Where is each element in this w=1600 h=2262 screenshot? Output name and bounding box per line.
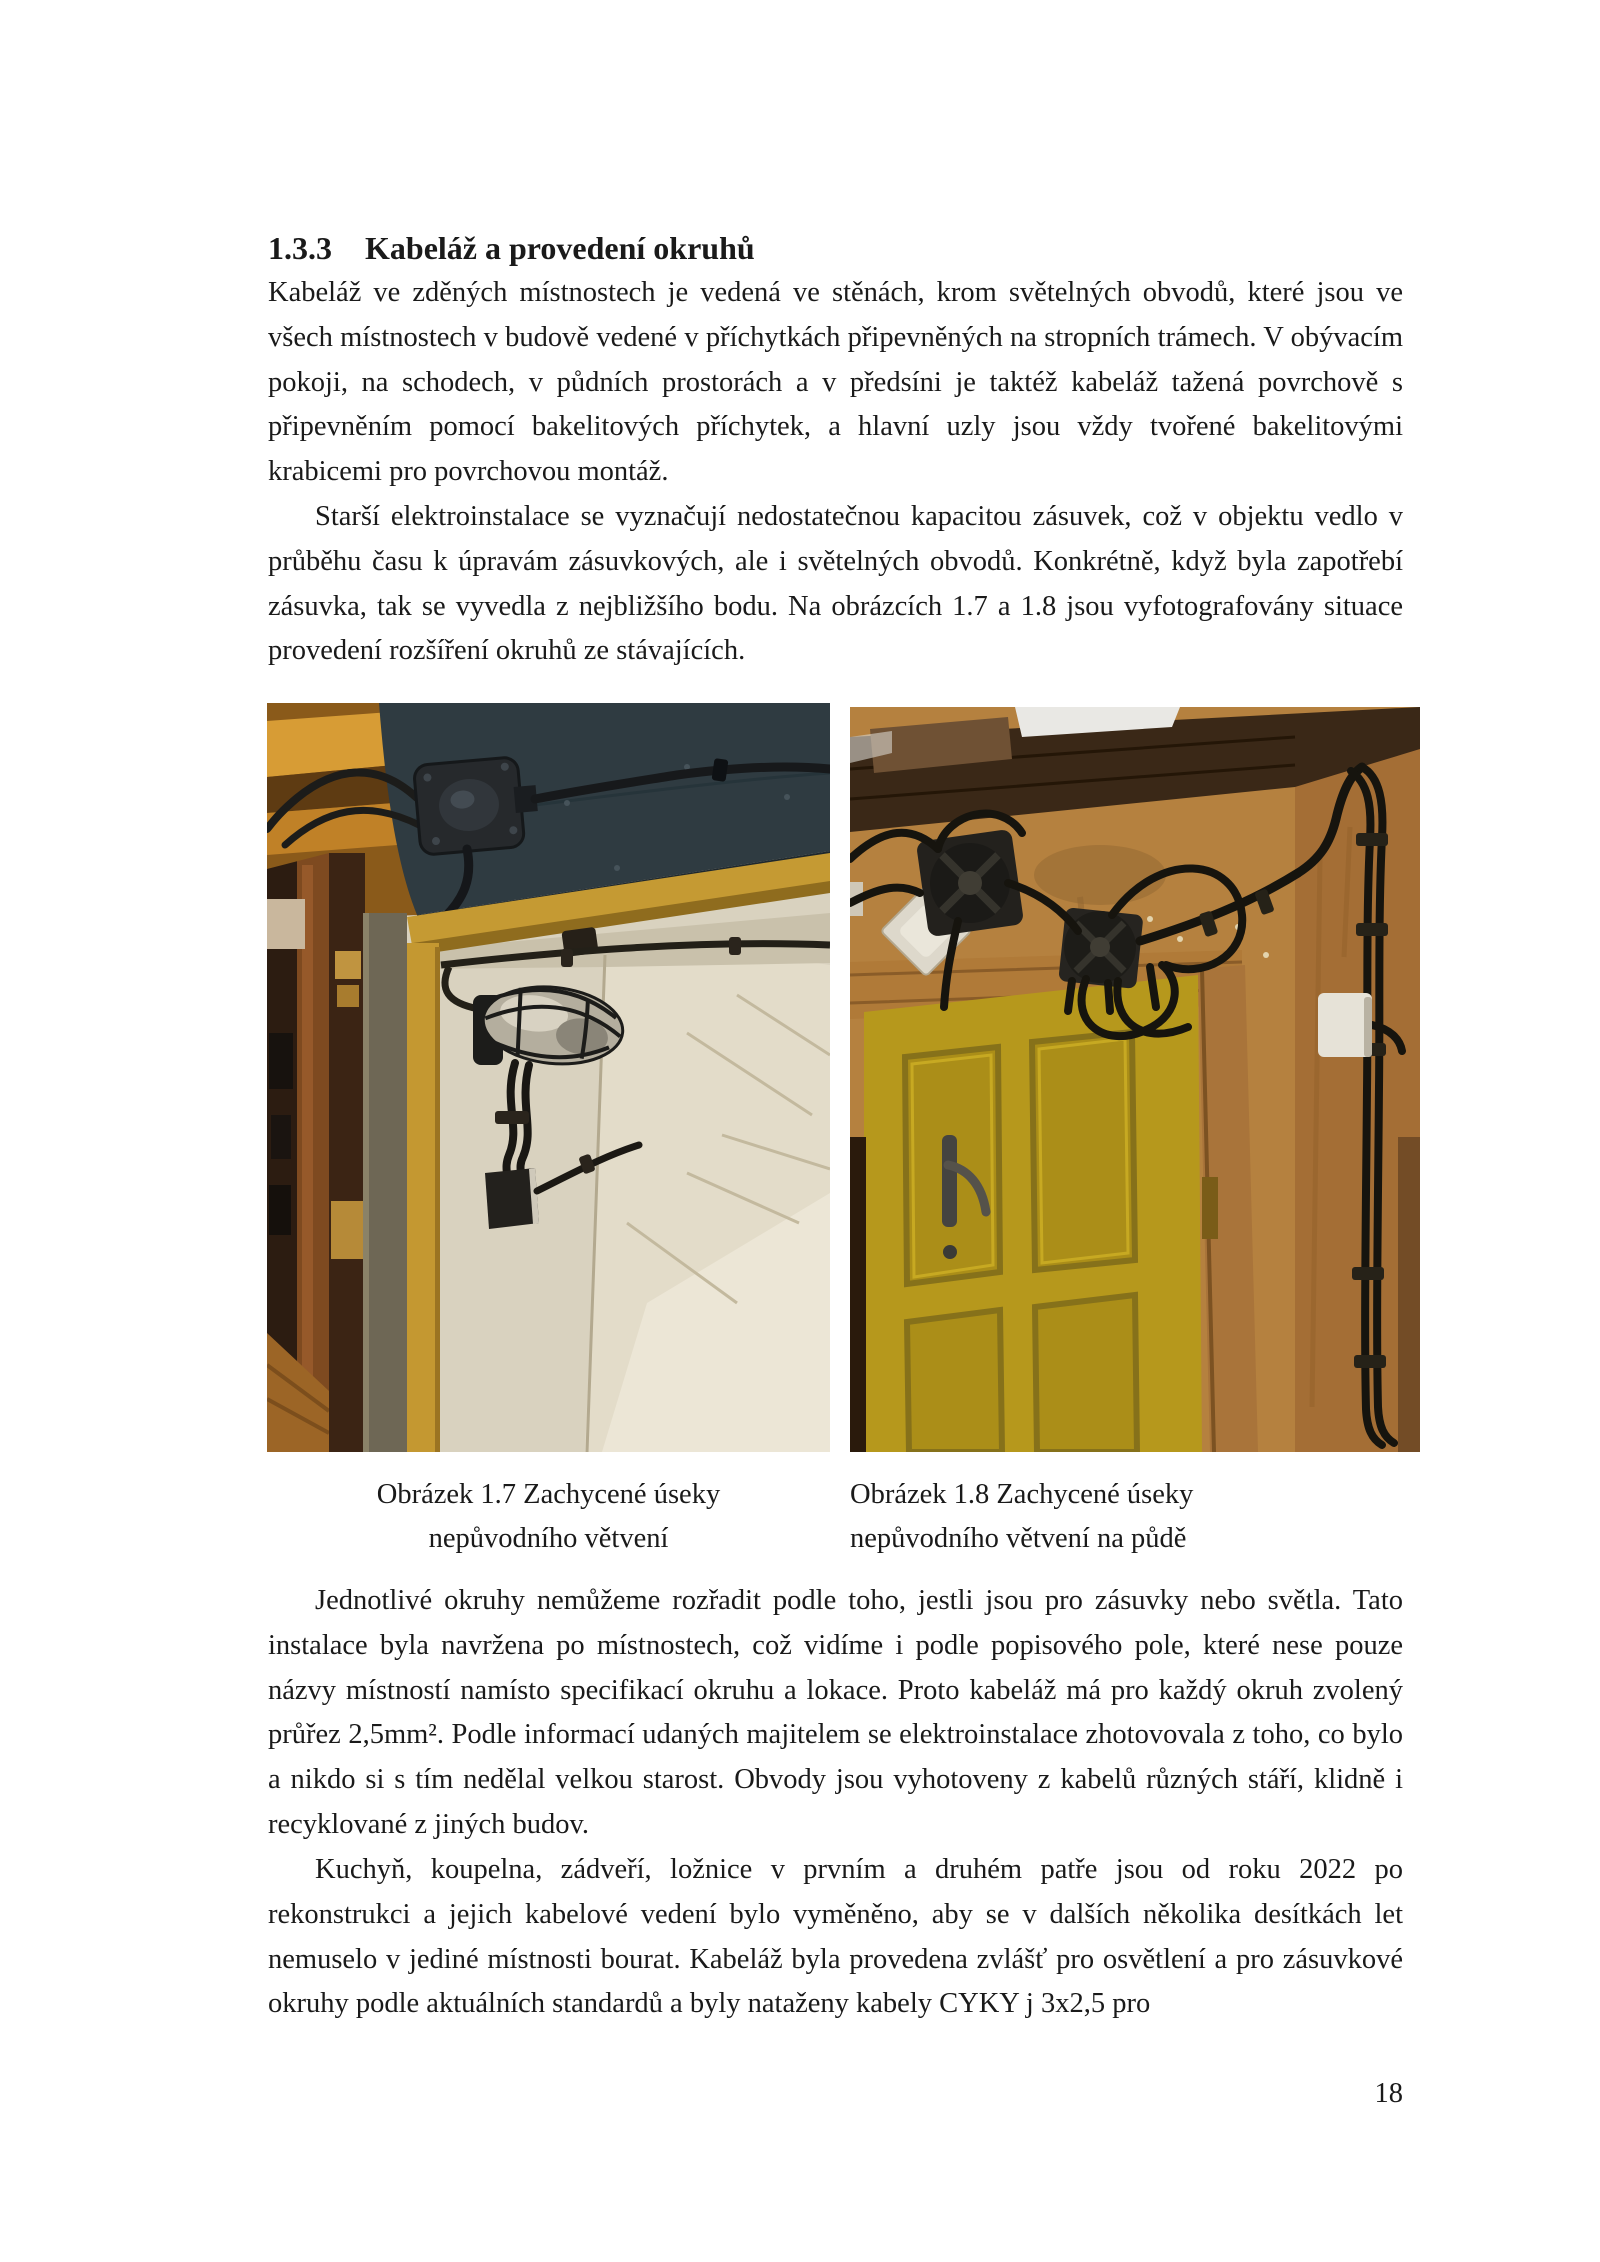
attic-wiring-photo-illustration xyxy=(850,707,1420,1452)
figure-1-8-caption xyxy=(850,1473,1420,1561)
section-number: 1.3.3 xyxy=(268,230,332,266)
paragraph-4: Kuchyň, koupelna, zádveří, ložnice v prvním a druhém patře jsou od roku 2022 po rekonstrukci a jejich kabelové vedení bylo vyměněno, aby se v dalších několika desítkách let nemuselo v jediné místnosti bourat. Kabeláž byla provedena zvlášť pro osvětlení a pro zásuvkové okruhy podle aktuálních standardů a byly nataženy kabely CYKY j 3x2,5 pro xyxy=(268,1854,1403,2020)
figure-1-8-photo xyxy=(850,707,1420,1452)
figure-1-8-caption-line2: nepůvodního větvení na půdě xyxy=(850,1523,1187,1554)
doorway-lamp-photo-illustration xyxy=(267,703,830,1452)
page-number: 18 xyxy=(1374,2078,1403,2109)
paragraph-3: Jednotlivé okruhy nemůžeme rozřadit podle toho, jestli jsou pro zásuvky nebo světla. Tato instalace byla navržena po místnostech, což vidíme i podle popisového pole, které nese pouze názvy místností namísto specifikací okruhu a lokace. Proto kabeláž má pro každý okruh zvolený průřez 2,5mm². Podle informací udaných majitelem se elektroinstalace zhotovovala z toho, co bylo a nikdo si s tím nedělal velkou starost. Obvody jsou vyhotoveny z kabelů různých stáří, klidně i recyklované z jiných budov. xyxy=(268,1585,1403,1840)
figure-1-8-caption-line1: Obrázek 1.8 Zachycené úseky xyxy=(850,1479,1194,1510)
figure-1-7-caption-line2: nepůvodního větvení xyxy=(428,1523,669,1554)
section-title: Kabeláž a provedení okruhů xyxy=(365,230,755,266)
paragraph-2: Starší elektroinstalace se vyznačují nedostatečnou kapacitou zásuvek, což v objektu vedlo v průběhu času k úpravám zásuvkových, ale i světelných obvodů. Konkrétně, když byla zapotřebí zásuvka, tak se vyvedla z nejbližšího bodu. Na obrázcích 1.7 a 1.8 jsou vyfotografovány situace provedení rozšíření okruhů ze stávajících. xyxy=(268,501,1403,667)
figure-1-7-caption-line1: Obrázek 1.7 Zachycené úseky xyxy=(376,1479,721,1510)
paragraph-1: Kabeláž ve zděných místnostech je vedená ve stěnách, krom světelných obvodů, které jsou ve všech místnostech v budově vedené v příchytkách připevněných na stropních trámech. V obývacím pokoji, na schodech, v půdních prostorách a v předsíni je taktéž kabeláž tažená povrchově s připevněním pomocí bakelitových příchytek, a hlavní uzly jsou vždy tvořené bakelitovými krabicemi pro povrchovou montáž. xyxy=(268,277,1403,488)
figure-1-7-photo xyxy=(267,703,830,1452)
figure-1-7-caption xyxy=(267,1473,830,1561)
section-heading xyxy=(268,228,1408,268)
